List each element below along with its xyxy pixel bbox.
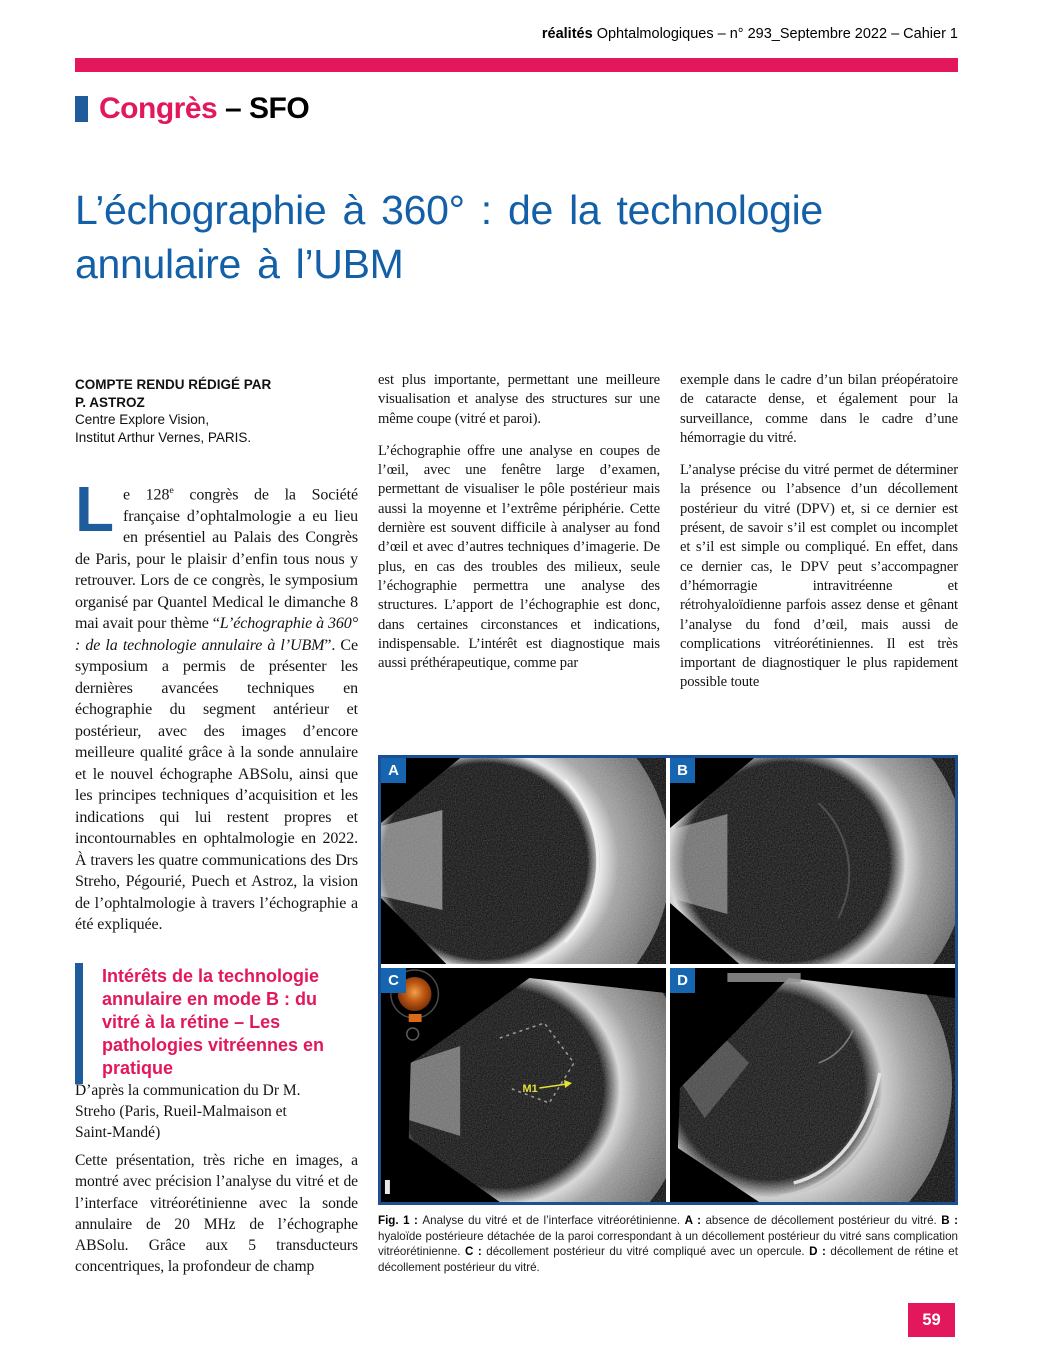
scale-tick [385,1180,390,1194]
ultrasound-image-a [381,758,666,964]
panel-label-a: A [381,758,406,783]
annotation-bar [727,973,800,982]
section-label: Congrès [99,92,218,125]
middle-paragraph-1: est plus importante, permettant une meilleure visualisation et analyse des structures sur une même coupe (vitré et paroi). [378,372,660,427]
panel-label-b: B [670,758,695,783]
author-affiliation-2: Institut Arthur Vernes, PARIS. [75,429,252,445]
journal-issue: Ophtalmologiques – n° 293_Septembre 2022 – Cahier 1 [592,26,958,42]
journal-header [542,26,958,42]
left-column-continued [75,1150,358,1278]
author-name: P. ASTROZ [75,394,145,410]
ultrasound-scan-a [381,758,666,964]
ultrasound-image-b [670,758,955,964]
caption-fig-number: Fig. 1 : [378,1214,423,1227]
section-bullet-icon [75,96,88,122]
intro-paragraph [75,480,358,936]
intro-theme-italic: L’échographie à 360° : de la technologie annulaire à l’UBM [75,615,358,654]
author-block [75,376,358,446]
middle-column [378,371,660,755]
ultrasound-scan-d [670,968,955,1202]
intro-superscript: e [169,485,174,496]
measurement-marker-label: M1 [522,1082,538,1096]
panel-label-c: C [381,968,406,993]
page-number-badge: 59 [908,1303,955,1337]
ultrasound-image-d [670,968,955,1202]
right-paragraph-2: L’analyse précise du vitré permet de déterminer la présence ou l’absence d’un décollement postérieur du vitré (DPV) et, si ce dernier est présent, de savoir s’il est complet ou incomplet et s’il est simple ou compliqué. En effet, dans ce dernier cas, le DPV peut s’accompagner d’hémorragie intravitréenne et rétrohyaloïdienne parfois assez dense et gênant l’analyse du fond d’œil, mais aussi de complications vitréorétiniennes. Il est très important de diagnostiquer le plus rapidement possible toute [680,462,958,691]
left-paragraph-2: Cette présentation, très riche en images, a montré avec précision l’analyse du vitré et de l’interface vitréorétinienne avec la sonde annulaire de 20 MHz de l’échographe ABSolu. Grâce aux 5 transducteurs concentriques, la profondeur de champ [75,1152,358,1276]
middle-paragraph-2: L’échographie offre une analyse en coupes de l’œil, avec une fenêtre large d’examen, permettant de visualiser le pôle postérieur mais aussi la moyenne et l’extrême périphérie. Cette dernière est souvent difficile à analyser au fond d’œil et avec d’autres techniques d’imagerie. De plus, en cas des troubles des milieux, seule l’échographie permettra une analyse des structures. L’apport de l’échographie est donc, dans certaines circonstances et indications, indispensable. L’intérêt est diagnostique mais aussi préthérapeutique, comme par [378,442,660,672]
author-kicker: COMPTE RENDU RÉDIGÉ PAR [75,377,272,392]
right-column [680,371,958,755]
section-suffix: – SFO [217,92,310,125]
right-paragraph-1: exemple dans le cadre d’un bilan préopératoire de cataracte dense, et également pour la surveillance, comme dans le cadre d’une hémorragie du vitré. [680,372,958,446]
ultrasound-scan-c [381,968,666,1202]
ultrasound-scan-b [670,758,955,964]
intro-text-3: ”. Ce symposium a permis de présenter les dernières avancées techniques en échographie du segment antérieur et postérieur, avec des images d’encore meilleure qualité grâce à la sonde annulaire et le nouvel échographe ABSolu, ainsi que les principes techniques d’acquisition et les indications qui lui restent propres et incontournables en ophtalmologie en 2022. À travers les quatre communications des Drs Streho, Pégourié, Puech et Astroz, la vision de l’ophtalmologie à travers l’échographie a été expliquée. [75,636,358,934]
article-title: L’échographie à 360° : de la technologie annulaire à l’UBM [75,187,823,287]
figure-1 [378,755,958,1205]
panel-label-d: D [670,968,695,993]
header-rule [75,58,958,72]
intro-column [75,480,358,956]
communication-source: D’après la communication du Dr M. Streho (Paris, Rueil-Malmaison et Saint-Mandé) [75,1082,301,1141]
journal-brand: réalités [541,26,593,42]
subsection-heading: Intérêts de la technologie annulaire en mode B : du vitré à la rétine – Les pathologies vitréennes en pratique [75,963,352,1084]
intro-text-2: congrès de la Société française d’ophtalmologie a eu lieu en présentiel au Palais des Congrès de Paris, pour le plaisir d’enfin tous nous y retrouver. Lors de ce congrès, le symposium organisé par Quantel Medical le dimanche 8 mai avait pour thème “ [75,486,358,633]
drop-cap: L [75,480,114,545]
intro-text-1: e 128 [123,486,170,504]
author-affiliation-1: Centre Explore Vision, [75,412,210,427]
section-heading [75,92,309,126]
figure-caption: Fig. 1 : Analyse du vitré et de l’interface vitréorétinienne. A : absence de décollement postérieur du vitré. B : hyaloïde postérieure détachée de la paroi correspondant à un décollement postérieur du vitré sans complication vitréorétinienne. C : décollement postérieur du vitré compliqué avec un opercule. D : décollement de rétine et décollement postérieur du vitré. [378,1214,958,1274]
ultrasound-image-c [381,968,666,1202]
